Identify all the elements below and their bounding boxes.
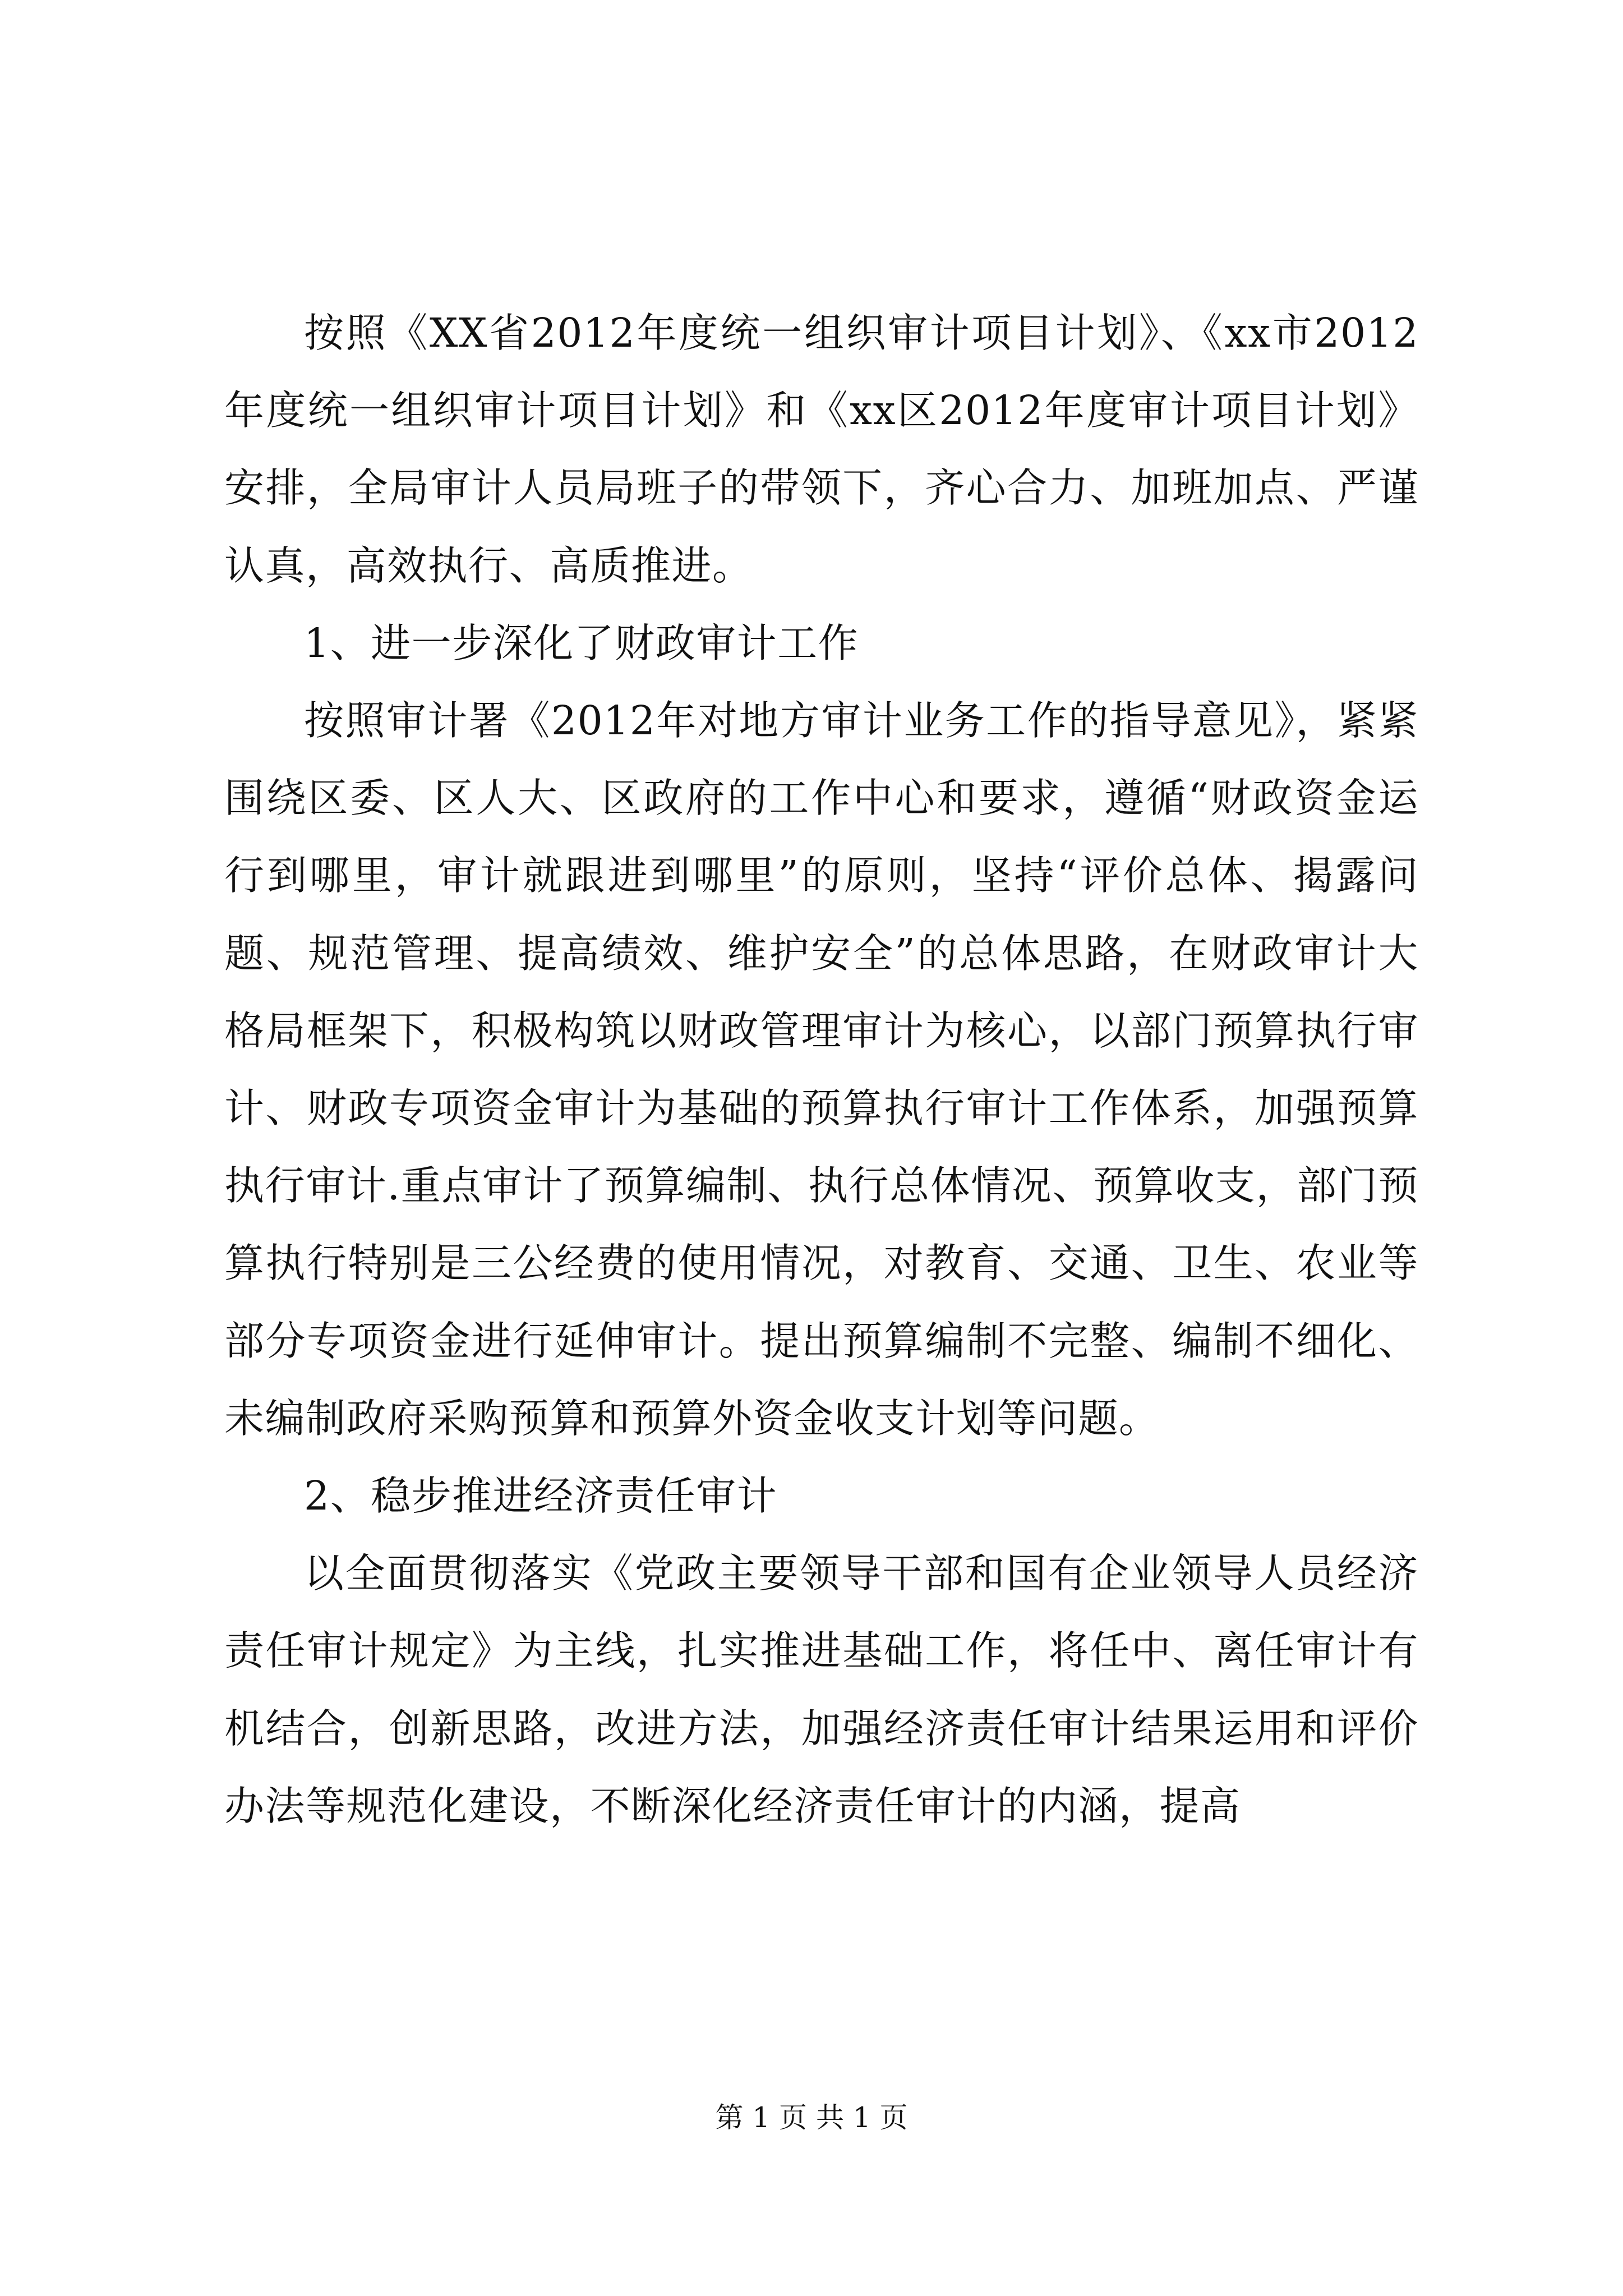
document-body <box>224 295 1419 1845</box>
paragraph-economic-responsibility: 以全面贯彻落实《党政主要领导干部和国有企业领导人员经济责任审计规定》为主线，扎实推进基础工作，将任中、离任审计有机结合，创新思路，改进方法，加强经济责任审计结果运用和评价办法等规范化建设，不断深化经济责任审计的内涵，提高 <box>224 1550 1419 1829</box>
section-heading-2: 2、稳步推进经济责任审计 <box>304 1473 778 1520</box>
paragraph-intro: 按照《XX省2012年度统一组织审计项目计划》、《xx市2012年度统一组织审计项目计划》和《xx区2012年度审计项目计划》安排，全局审计人员局班子的带领下，齐心合力、加班加点、严谨认真，高效执行、高质推进。 <box>224 310 1419 589</box>
page-footer: 第 1 页 共 1 页 <box>715 2101 908 2134</box>
paragraph-fiscal-audit: 按照审计署《2012年对地方审计业务工作的指导意见》，紧紧围绕区委、区人大、区政府的工作中心和要求，遵循“财政资金运行到哪里，审计就跟进到哪里”的原则，坚持“评价总体、揭露问题、规范管理、提高绩效、维护安全”的总体思路，在财政审计大格局框架下，积极构筑以财政管理审计为核心，以部门预算执行审计、财政专项资金审计为基础的预算执行审计工作体系，加强预算执行审计.重点审计了预算编制、执行总体情况、预算收支，部门预算执行特别是三公经费的使用情况，对教育、交通、卫生、农业等部分专项资金进行延伸审计。提出预算编制不完整、编制不细化、未编制政府采购预算和预算外资金收支计划等问题。 <box>224 697 1419 1442</box>
section-heading-1: 1、进一步深化了财政审计工作 <box>304 619 859 666</box>
